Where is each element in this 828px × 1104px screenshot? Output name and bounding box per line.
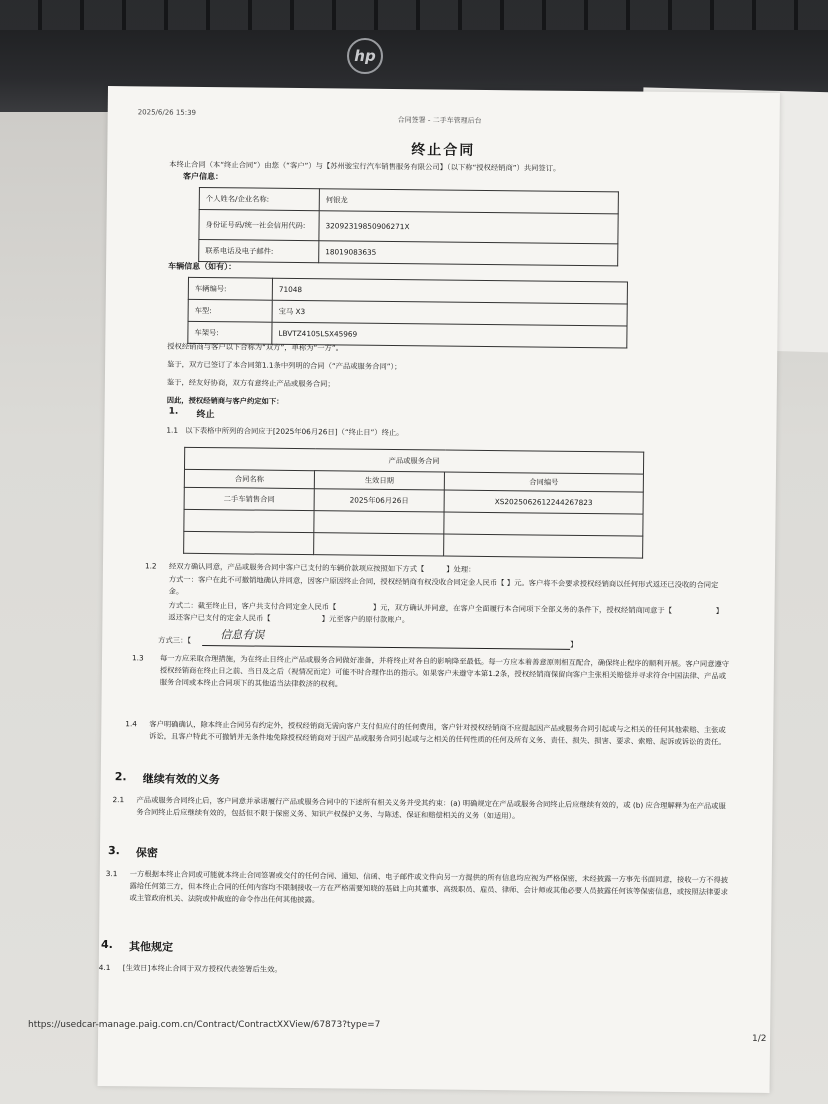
customer-value-id: 320923198509062​71X [319,211,618,244]
vehicle-value-model: 宝马 X3 [272,300,627,326]
vehicle-info-table [187,277,628,349]
document-title: 终止合同 [411,142,476,159]
empty-cell [444,512,643,536]
customer-heading: 客户信息： [183,171,224,182]
handwritten-entry: 信息有误 [220,628,265,642]
empty-cell [184,531,314,554]
section-1-title: 终止 [196,409,215,421]
recital-3: 鉴于，经友好协商，双方有意终止产品或服务合同； [166,377,335,389]
recital-1: 授权经销商与客户以下合称为“双方”，单称为“一方”。 [167,341,343,353]
clause-1-2-method-1: 方式一：客户在此不可撤销地确认并同意，因客户原因终止合同，授权经销商有权没收合同定金人民币【 】元。客户将不会要求授权经销商以任何形式返还已没收的合同定金。 [168,574,719,596]
customer-value-phone: 18019083635 [319,241,618,266]
clause-1-4-number: 1.4 [125,719,137,729]
vehicle-heading: 车辆信息（如有）： [168,261,237,272]
clause-1-1: 1.1 以下表格中所列的合同应于[2025年06月26日]（“终止日”）终止。 [166,425,404,438]
customer-value-name: 何银龙 [319,189,618,214]
vehicle-label-model: 车型: [188,299,272,322]
section-2-number: 2. [114,770,127,784]
print-header-title: 合同签署 - 二手车管理后台 [397,116,482,125]
empty-cell [444,534,643,558]
recital-2: 鉴于，双方已签订了本合同第1.1条中列明的合同（“产品或服务合同”）； [167,359,402,372]
clause-1-2-method-3: 方式三：【 [158,635,192,645]
clause-2-1-number: 2.1 [112,795,125,805]
clause-1-2-lead: 经双方确认同意，产品或服务合同中客户已支付的车辆价款项应按照如下方式【 】处理： [168,561,476,574]
hp-logo-icon: hp [347,38,383,74]
clause-1-3-number: 1.3 [131,653,144,663]
vehicle-value-number: 71048 [272,278,627,304]
clause-2-1: 产品或服务合同终止后，客户同意并承诺履行产品或服务合同中的下述所有相关义务并受其约束：(a) 明确规定在产品或服务合同终止后应继续有效的，或 (b) 应合理解释为在产品或服务合同终止后应继续有效的，包括但不限于保密义务、知识产权保护义务、与陈述、保证和赔偿相关的义务（如适用）。 [136,795,726,821]
clause-1-2-number: 1.2 [144,561,157,571]
table-row [199,239,618,265]
column-header-date: 生效日期 [314,471,444,490]
contract-list-table [183,447,644,559]
section-4-title: 其他规定 [128,940,174,954]
clause-3-1: 一方根据本终止合同或可能就本终止合同签署或交付的任何合同、通知、信函、电子邮件或文件向另一方提供的所有信息均应视为严格保密，未经披露一方事先书面同意，接收一方不得披露给任何第三方，但本终止合同的任何内容均不限制接收一方在严格需要知晓的基础上向其董事、高级职员、雇员、律师、会计师或其他必要人员披露任何该等保密信息，或按照法律要求或主管政府机关、法院或仲裁庭的命令作出任何其他披露。 [129,869,729,905]
customer-label-name: 个人姓名/企业名称: [199,187,319,210]
print-datetime: 2025/6/26 15:39 [137,108,197,117]
section-2-title: 继续有效的义务 [142,772,220,787]
footer-url: https://usedcar-manage.paig.com.cn/Contract/ContractXXView/67873?type=7 [28,1020,381,1030]
contract-date-cell: 2025年06月26日 [314,489,444,512]
method-3-underline [202,645,570,650]
page-number: 1/2 [752,1034,767,1044]
clause-1-4: 客户明确确认，除本终止合同另有约定外，授权经销商无需向客户支付但应付的任何费用，客户针对授权经销商不应提起因产品或服务合同引起或与之相关的任何其他索赔、主张或诉讼，且客户特此不可撤销并无条件地免除授权经销商对于因产品或服务合同引起或与之相关的任何性质的任何及所有义务、责任、损失、损害、要求、索赔、起诉或诉讼的责任。 [149,719,726,747]
recital-4: 因此，授权经销商与客户约定如下： [166,395,284,406]
clause-1-3: 每一方应采取合理措施，为在终止日终止产品或服务合同做好准备，并将终止对各自的影响降至最低。每一方应本着善意原则相互配合，确保终止程序的顺利开展。客户同意遵守授权经销商在终止日之前、当日及之后（视情况而定）可能不时合理作出的指示。如果客户未遵守本第1.2条，授权经销商保留向客户主张相关赔偿并寻求符合中国法律、产品或服务合同或本终止合同项下的其他适当法律救济的权利。 [159,653,730,689]
vehicle-label-vin: 车架号: [188,321,272,344]
customer-label-phone: 联系电话及电子邮件: [199,239,319,262]
table-row [199,209,618,243]
section-1-number: 1. [168,406,179,417]
empty-cell [314,511,444,534]
section-3-number: 3. [107,844,120,858]
intro-paragraph: 本终止合同（本“终止合同”）由您（“客户”）与【苏州骏宝行汽车销售服务有限公司】（以下称“授权经销商”）共同签订。 [169,159,561,173]
column-header-number: 合同编号 [444,472,643,492]
clause-1-2-method-2: 方式二：截至终止日，客户共支付合同定金人民币【 】元，双方确认并同意，在客户全面履行本合同项下全部义务的条件下，授权经销商同意于【 】返还客户已支付的定金人民币【 】元至客户的原付款账户。 [168,600,724,625]
contract-number-cell: XS20250626122442678​23 [444,490,643,514]
vehicle-value-vin: LBVTZ4105LSX45969 [272,322,627,348]
empty-cell [314,533,444,556]
contract-name-cell: 二手车销售合同 [184,487,314,510]
section-4-number: 4. [100,937,113,952]
table-row [184,531,643,558]
clause-4-1: [生效日]本终止合同于双方授权代表签署后生效。 [122,963,282,974]
clause-1-2-method-3-end: 】 [570,639,578,649]
clause-4-1-number: 4.1 [98,962,111,973]
contract-page [98,86,780,1093]
contract-table-caption: 产品或服务合同 [184,447,643,474]
empty-cell [184,509,314,532]
column-header-name: 合同名称 [184,469,314,488]
customer-info-table [198,187,619,266]
keyboard-keys [0,0,828,30]
vehicle-label-number: 车辆编号: [188,277,272,300]
clause-3-1-number: 3.1 [105,869,118,879]
customer-label-id: 身份证号码/统一社会信用代码: [199,209,319,240]
section-3-title: 保密 [135,846,159,860]
